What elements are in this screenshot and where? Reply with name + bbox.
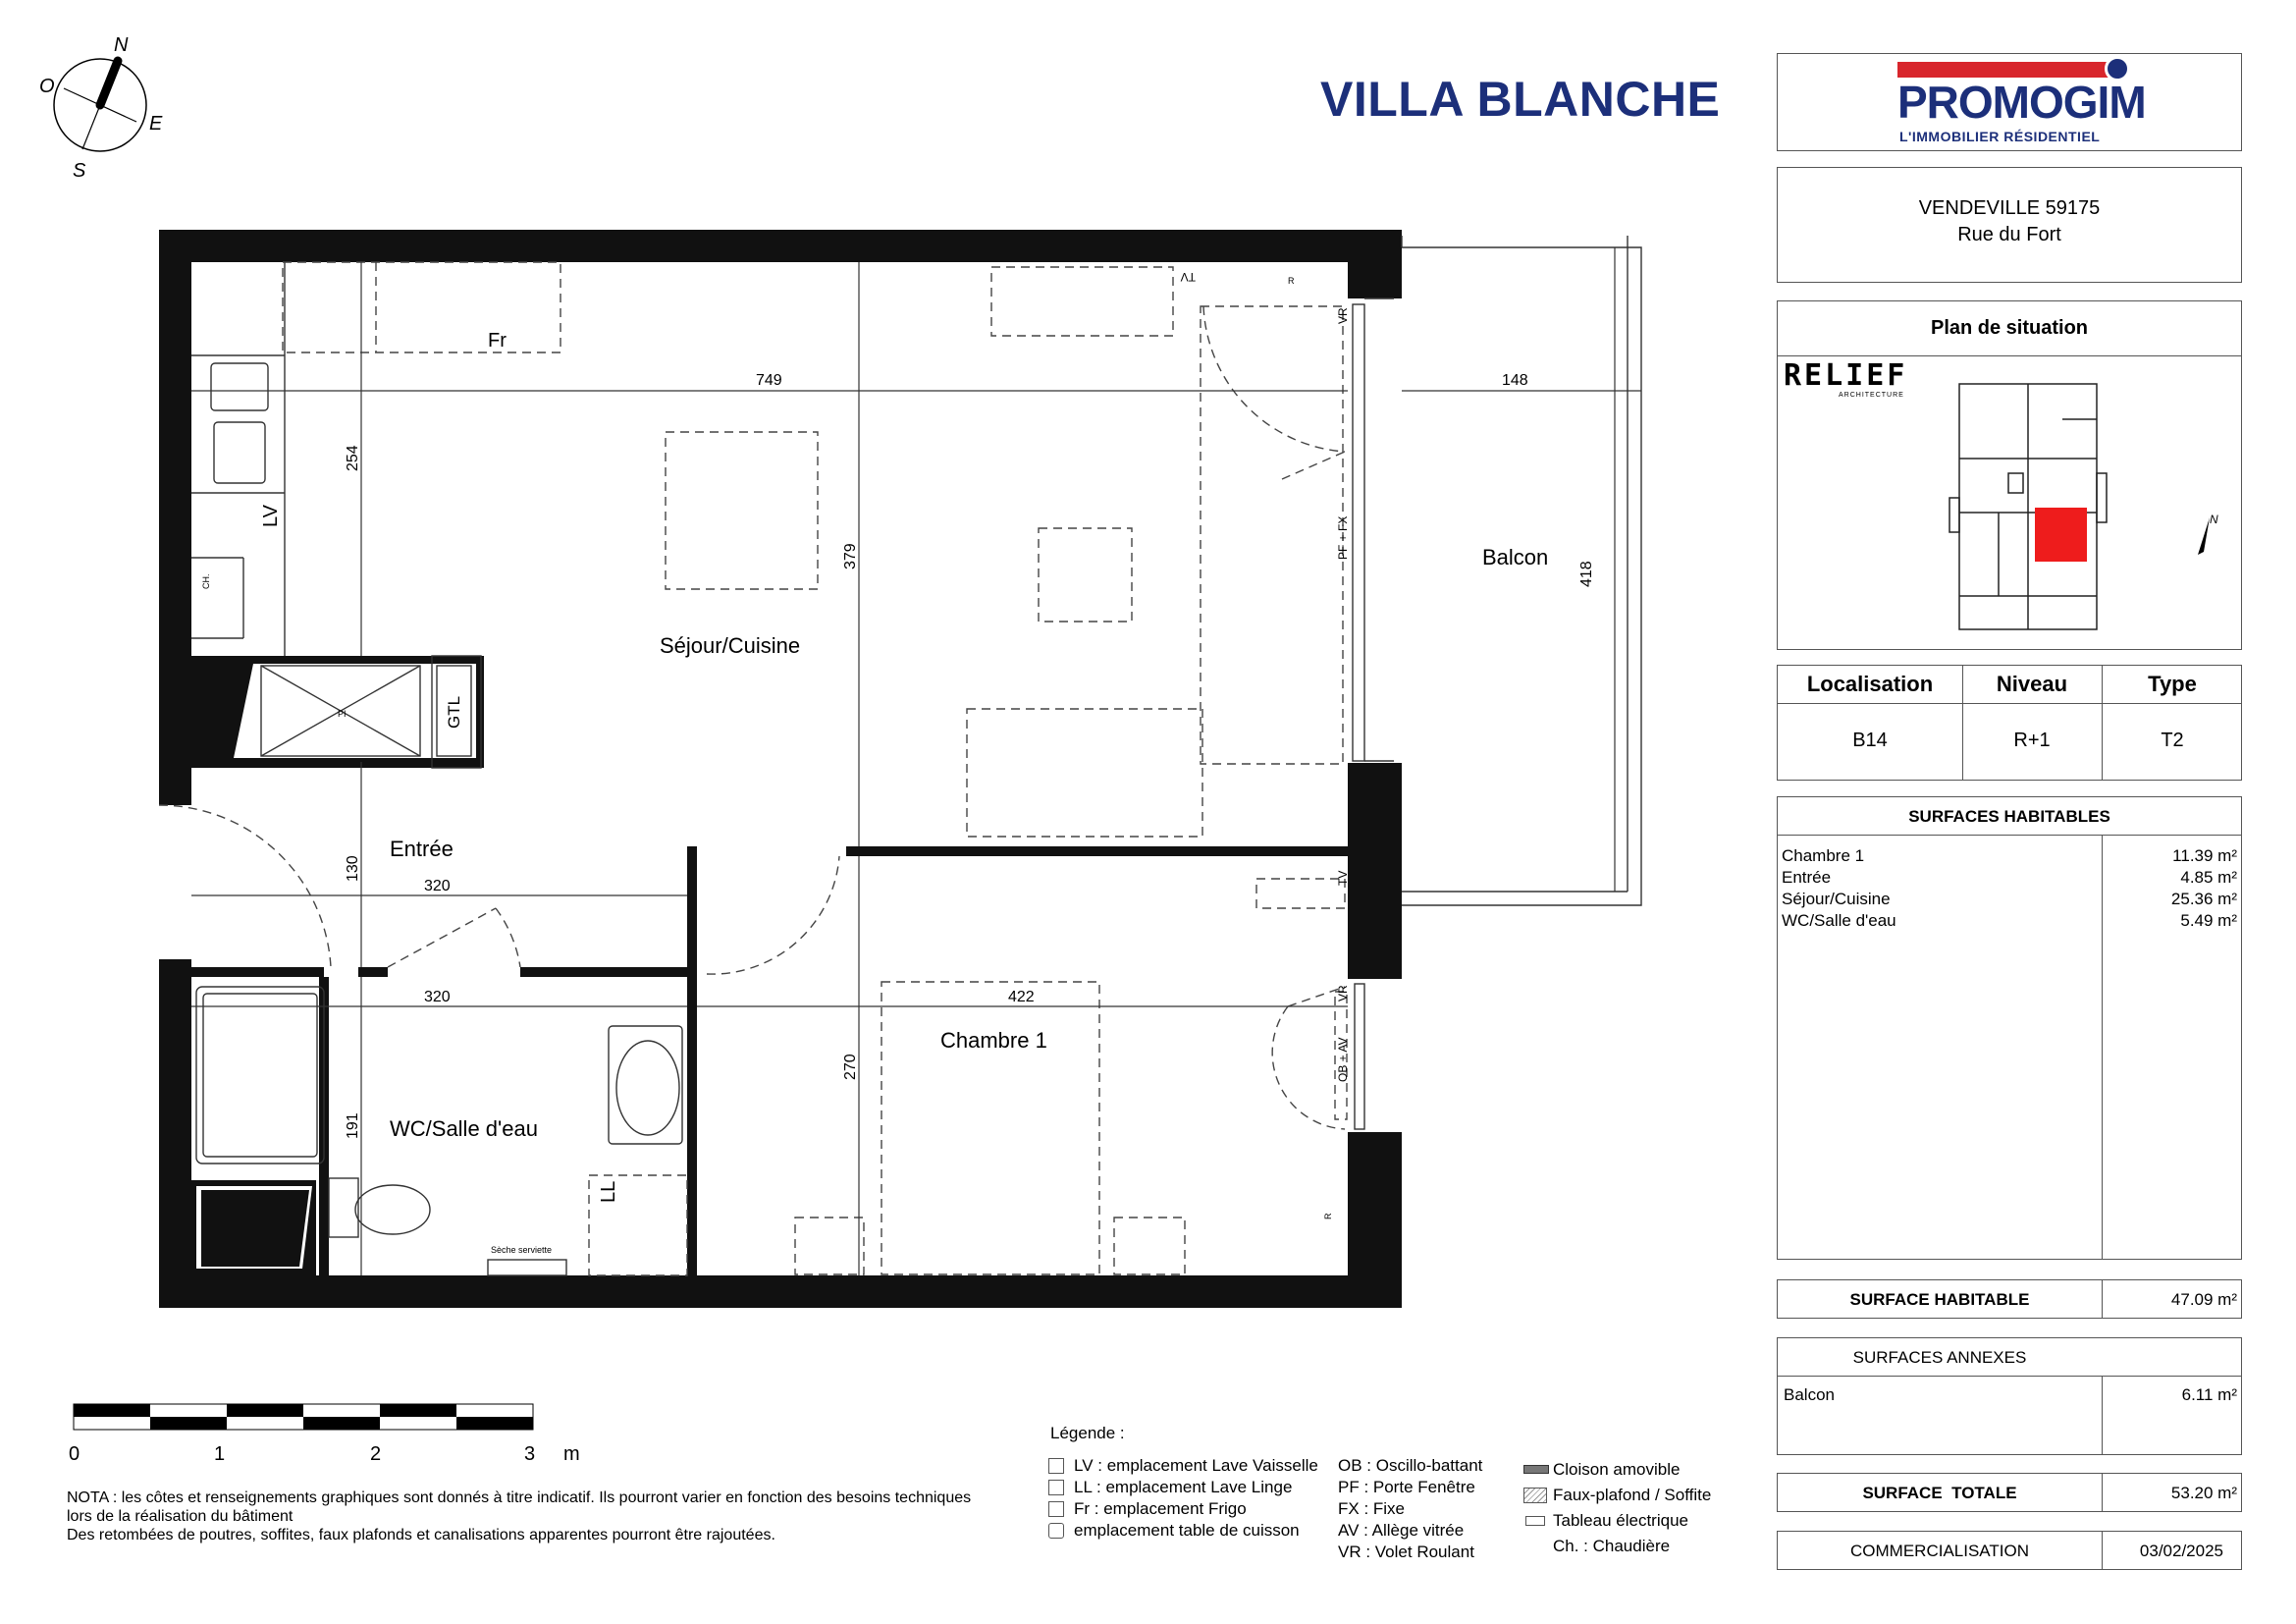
surface-habitable-label: SURFACE HABITABLE bbox=[1849, 1290, 2030, 1309]
annexes-divider-v bbox=[2102, 1376, 2103, 1454]
scale-bar bbox=[69, 1399, 618, 1468]
nota bbox=[67, 1489, 971, 1544]
scale-1: 1 bbox=[214, 1443, 226, 1465]
legend-fx: FX : Fixe bbox=[1338, 1499, 1406, 1518]
legend-title: Légende : bbox=[1050, 1424, 1125, 1442]
label-obav: OB + AV bbox=[1336, 1037, 1350, 1082]
scale-2: 2 bbox=[370, 1443, 382, 1465]
legend-fr: Fr : emplacement Frigo bbox=[1074, 1499, 1247, 1518]
commercialisation bbox=[1777, 1531, 2242, 1570]
compass-o: O bbox=[39, 76, 55, 97]
room-wc: WC/Salle d'eau bbox=[390, 1116, 538, 1141]
header-localisation: Localisation bbox=[1806, 672, 1934, 696]
surface-label: Entrée bbox=[1782, 868, 1832, 887]
surfaces-annexes-title: SURFACES ANNEXES bbox=[1852, 1348, 2027, 1367]
surface-totale-value: 53.20 m² bbox=[2170, 1484, 2237, 1502]
header-niveau: Niveau bbox=[1996, 672, 2068, 696]
annexe-value: 6.11 m² bbox=[2181, 1385, 2237, 1404]
compass-n: N bbox=[114, 34, 129, 56]
label-seche: Sèche serviette bbox=[491, 1245, 553, 1255]
surfaces-divider-h bbox=[1778, 835, 2241, 836]
compass-s: S bbox=[73, 160, 86, 177]
situation-box bbox=[1777, 300, 2242, 650]
value-niveau: R+1 bbox=[2013, 730, 2051, 751]
commercialisation-label: COMMERCIALISATION bbox=[1850, 1542, 2029, 1560]
surface-label: WC/Salle d'eau bbox=[1782, 911, 1896, 930]
surfaces-habitables bbox=[1777, 796, 2242, 1260]
room-chambre: Chambre 1 bbox=[940, 1028, 1047, 1053]
info-divider-h bbox=[1778, 703, 2241, 704]
cloison-icon bbox=[1523, 1465, 1549, 1474]
north-label: N bbox=[2210, 513, 2218, 526]
label-pi: PI bbox=[338, 709, 347, 719]
label-fr: Fr bbox=[488, 330, 507, 352]
room-sejour: Séjour/Cuisine bbox=[660, 633, 801, 658]
address-box bbox=[1777, 167, 2242, 283]
label-r1: R bbox=[1288, 276, 1295, 286]
architect-logo: RELIEF bbox=[1784, 358, 1908, 393]
dim-320a: 320 bbox=[424, 878, 451, 894]
label-gtl: GTL bbox=[445, 695, 463, 729]
address-line1: VENDEVILLE 59175 bbox=[1918, 197, 2101, 219]
legend-tableau: Tableau électrique bbox=[1553, 1511, 1688, 1530]
commercialisation-date: 03/02/2025 bbox=[2139, 1542, 2223, 1560]
scale-0: 0 bbox=[69, 1443, 80, 1465]
total-divider-v bbox=[2102, 1280, 2103, 1318]
label-ll: LL bbox=[598, 1180, 619, 1203]
commercialisation-divider-v bbox=[2102, 1532, 2103, 1569]
surfaces-divider-v bbox=[2102, 835, 2103, 1259]
legend-cloison: Cloison amovible bbox=[1553, 1460, 1681, 1479]
ll-icon bbox=[1048, 1480, 1064, 1495]
label-vr2: VR bbox=[1336, 985, 1350, 1001]
label-vr1: VR bbox=[1336, 307, 1350, 324]
surface-totale bbox=[1777, 1473, 2242, 1512]
surface-value: 25.36 m² bbox=[2170, 890, 2237, 908]
situation-highlight bbox=[2035, 508, 2087, 562]
surface-value: 5.49 m² bbox=[2180, 911, 2237, 930]
surface-habitable-total bbox=[1777, 1279, 2242, 1319]
logo-name: PROMOGIM bbox=[1897, 77, 2146, 128]
surface-value: 4.85 m² bbox=[2180, 868, 2237, 887]
header-type: Type bbox=[2148, 672, 2197, 696]
legend-col3 bbox=[1523, 1457, 1711, 1559]
surface-label: Chambre 1 bbox=[1782, 846, 1865, 865]
dim-130: 130 bbox=[345, 855, 361, 882]
project-title: VILLA BLANCHE bbox=[1320, 72, 1721, 127]
logo-box bbox=[1777, 53, 2242, 151]
tableau-icon bbox=[1525, 1516, 1545, 1526]
scale-3: 3 bbox=[524, 1443, 536, 1465]
label-lv: LV bbox=[260, 505, 282, 527]
address-line2: Rue du Fort bbox=[1957, 224, 2061, 245]
dim-191: 191 bbox=[345, 1112, 361, 1139]
cooktop-icon bbox=[1048, 1523, 1064, 1539]
info-table bbox=[1777, 665, 2242, 781]
dim-270: 270 bbox=[842, 1054, 859, 1080]
compass-e: E bbox=[149, 113, 163, 135]
totale-divider-v bbox=[2102, 1474, 2103, 1511]
dim-422: 422 bbox=[1008, 989, 1035, 1005]
legend-pf: PF : Porte Fenêtre bbox=[1338, 1478, 1475, 1496]
logo-tagline: L'IMMOBILIER RÉSIDENTIEL bbox=[1899, 129, 2101, 144]
nota-line1: NOTA : les côtes et renseignements graphiques sont donnés à titre indicatif. Ils pourront varier en fonction des besoins techniques bbox=[67, 1489, 972, 1506]
legend-col2 bbox=[1338, 1455, 1482, 1563]
legend-col1 bbox=[1048, 1455, 1318, 1542]
room-entree: Entrée bbox=[390, 837, 454, 861]
surfaces-annexes bbox=[1777, 1337, 2242, 1455]
fr-icon bbox=[1048, 1501, 1064, 1517]
nota-line3: Des retombées de poutres, soffites, faux plafonds et canalisations apparentes pourront être rajoutées. bbox=[67, 1527, 775, 1543]
legend-cuisson: emplacement table de cuisson bbox=[1074, 1521, 1300, 1540]
dim-749: 749 bbox=[756, 372, 782, 389]
legend-vr: VR : Volet Roulant bbox=[1338, 1543, 1474, 1561]
label-r2: R bbox=[1323, 1213, 1333, 1219]
annexe-label: Balcon bbox=[1784, 1385, 1835, 1404]
legend-chaudiere: Ch. : Chaudière bbox=[1553, 1537, 1671, 1555]
label-pffx: PF + FX bbox=[1336, 515, 1350, 560]
surface-totale-label: SURFACE TOTALE bbox=[1862, 1484, 2017, 1502]
dim-254: 254 bbox=[345, 445, 361, 471]
label-ch: CH. bbox=[201, 573, 211, 589]
situation-title: Plan de situation bbox=[1930, 317, 2089, 339]
dim-379: 379 bbox=[842, 543, 859, 569]
label-tv2: TV bbox=[1336, 870, 1350, 886]
dim-418: 418 bbox=[1578, 561, 1595, 587]
label-tv1: TV bbox=[1180, 270, 1196, 284]
annexes-divider-h bbox=[1778, 1376, 2241, 1377]
situation-map bbox=[1778, 301, 2243, 651]
scale-unit: m bbox=[563, 1443, 580, 1465]
value-localisation: B14 bbox=[1852, 730, 1888, 751]
surface-label: Séjour/Cuisine bbox=[1782, 890, 1891, 908]
value-type: T2 bbox=[2161, 730, 2184, 751]
legend-ob: OB : Oscillo-battant bbox=[1338, 1456, 1483, 1475]
room-balcon: Balcon bbox=[1482, 545, 1549, 569]
legend-lv: LV : emplacement Lave Vaisselle bbox=[1074, 1456, 1318, 1475]
surfaces-habitables-title: SURFACES HABITABLES bbox=[1908, 807, 2110, 826]
architect-sub: ARCHITECTURE bbox=[1839, 392, 1904, 399]
surface-value: 11.39 m² bbox=[2172, 846, 2237, 865]
legend-av: AV : Allège vitrée bbox=[1338, 1521, 1465, 1540]
dim-148: 148 bbox=[1502, 372, 1528, 389]
legend-faux-plafond: Faux-plafond / Soffite bbox=[1553, 1486, 1712, 1504]
dim-320b: 320 bbox=[424, 989, 451, 1005]
nota-line2: lors de la réalisation du bâtiment bbox=[67, 1508, 294, 1525]
legend-ll: LL : emplacement Lave Linge bbox=[1074, 1478, 1293, 1496]
north-arrow-icon bbox=[2198, 517, 2210, 555]
faux-plafond-icon bbox=[1523, 1488, 1547, 1503]
lv-icon bbox=[1048, 1458, 1064, 1474]
surface-habitable-value: 47.09 m² bbox=[2170, 1290, 2237, 1309]
